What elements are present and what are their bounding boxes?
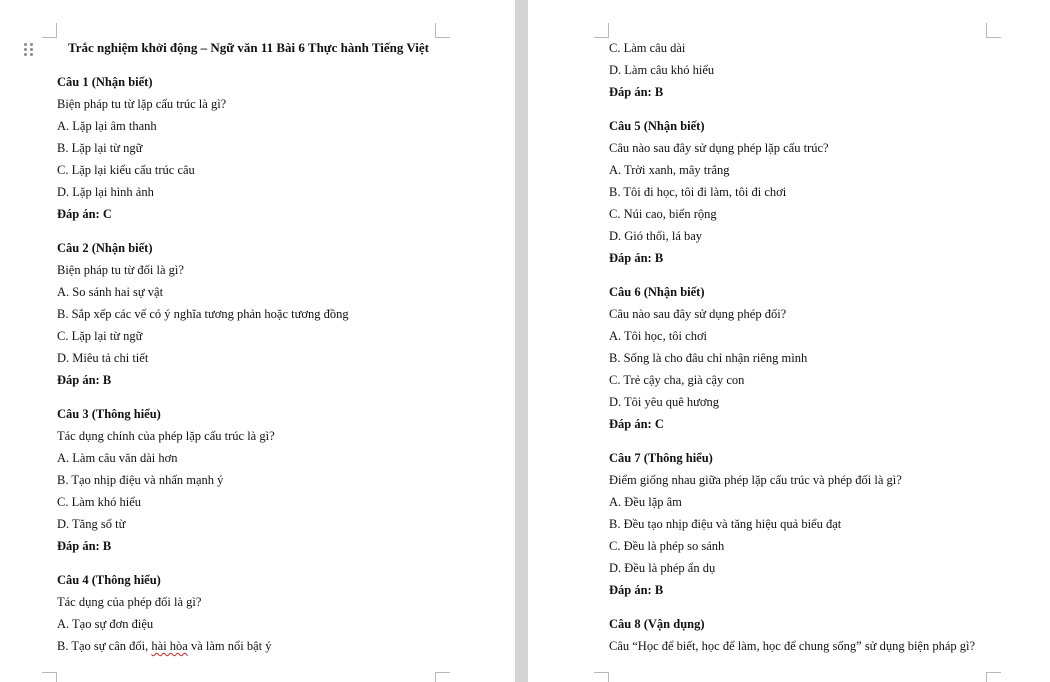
answer-key: Đáp án: C [57,207,112,221]
option-text: B. Tạo sự cân đối, [57,639,152,653]
answer-option: C. Núi cao, biển rộng [609,207,717,221]
answer-option: B. Sắp xếp các vế có ý nghĩa tương phản hoặc tương đồng [57,307,349,321]
margin-corner-marker [435,672,450,682]
answer-option: D. Miêu tả chi tiết [57,351,149,365]
answer-option: C. Đều là phép so sánh [609,539,725,553]
question-text: Tác dụng của phép đối là gì? [57,595,202,609]
question-heading: Câu 4 (Thông hiểu) [57,573,161,587]
document-page-1[interactable] [0,0,515,682]
answer-option: A. So sánh hai sự vật [57,285,164,299]
question-heading: Câu 6 (Nhận biết) [609,285,705,299]
answer-option: B. Tôi đi học, tôi đi làm, tôi đi chơi [609,185,787,199]
answer-option: A. Tôi học, tôi chơi [609,329,708,343]
question-heading: Câu 8 (Vận dụng) [609,617,705,631]
margin-corner-marker [986,23,1001,38]
answer-option: C. Làm câu dài [609,41,686,55]
answer-option: A. Lặp lại âm thanh [57,119,157,133]
answer-option: B. Đều tạo nhịp điệu và tăng hiệu quả biểu đạt [609,517,842,531]
question-heading: Câu 1 (Nhận biết) [57,75,153,89]
answer-option: B. Lặp lại từ ngữ [57,141,143,155]
answer-option: A. Trời xanh, mây trắng [609,163,730,177]
margin-corner-marker [594,672,609,682]
answer-option: A. Tạo sự đơn điệu [57,617,154,631]
question-text: Biện pháp tu từ đối là gì? [57,263,184,277]
answer-option: D. Tăng số từ [57,517,126,531]
answer-key: Đáp án: C [609,417,664,431]
page-gutter [515,0,528,682]
question-heading: Câu 3 (Thông hiểu) [57,407,161,421]
document-page-2[interactable] [528,0,1050,682]
document-title: Trắc nghiệm khởi động – Ngữ văn 11 Bài 6 Thực hành Tiếng Việt [68,40,430,55]
answer-option: C. Lặp lại kiểu cấu trúc câu [57,163,195,177]
drag-handle-icon[interactable] [24,43,34,57]
question-text: Câu “Học để biết, học để làm, học để chung sống” sử dụng biện pháp gì? [609,639,976,653]
margin-corner-marker [594,23,609,38]
option-text: và làm nổi bật ý [187,639,272,653]
answer-key: Đáp án: B [609,583,664,597]
answer-key: Đáp án: B [609,85,664,99]
question-text: Điểm giống nhau giữa phép lặp cấu trúc và phép đối là gì? [609,473,902,487]
margin-corner-marker [986,672,1001,682]
question-heading: Câu 7 (Thông hiểu) [609,451,713,465]
margin-corner-marker [42,23,57,38]
question-heading: Câu 5 (Nhận biết) [609,119,705,133]
answer-option: D. Gió thổi, lá bay [609,229,703,243]
answer-option: D. Đều là phép ẩn dụ [609,561,716,575]
margin-corner-marker [435,23,450,38]
spelling-flagged-word[interactable]: hài hòa [151,639,188,653]
margin-corner-marker [42,672,57,682]
answer-key: Đáp án: B [609,251,664,265]
question-text: Tác dụng chính của phép lặp cấu trúc là gì? [57,429,275,443]
question-text: Câu nào sau đây sử dụng phép đối? [609,307,787,321]
answer-option: B. Tạo nhịp điệu và nhấn mạnh ý [57,473,224,487]
answer-option: A. Làm câu văn dài hơn [57,451,178,465]
answer-option: D. Tôi yêu quê hương [609,395,720,409]
question-heading: Câu 2 (Nhận biết) [57,241,153,255]
answer-option: C. Trẻ cậy cha, già cậy con [609,373,745,387]
question-text: Biện pháp tu từ lặp cấu trúc là gì? [57,97,227,111]
answer-key: Đáp án: B [57,373,112,387]
answer-option: D. Lặp lại hình ảnh [57,185,154,199]
answer-option: D. Làm câu khó hiểu [609,63,715,77]
answer-option [57,639,272,654]
answer-key: Đáp án: B [57,539,112,553]
answer-option: C. Làm khó hiểu [57,495,142,509]
answer-option: C. Lặp lại từ ngữ [57,329,143,343]
question-text: Câu nào sau đây sử dụng phép lặp cấu trúc? [609,141,829,155]
answer-option: B. Sống là cho đâu chỉ nhận riêng mình [609,351,808,365]
answer-option: A. Đều lặp âm [609,495,682,509]
